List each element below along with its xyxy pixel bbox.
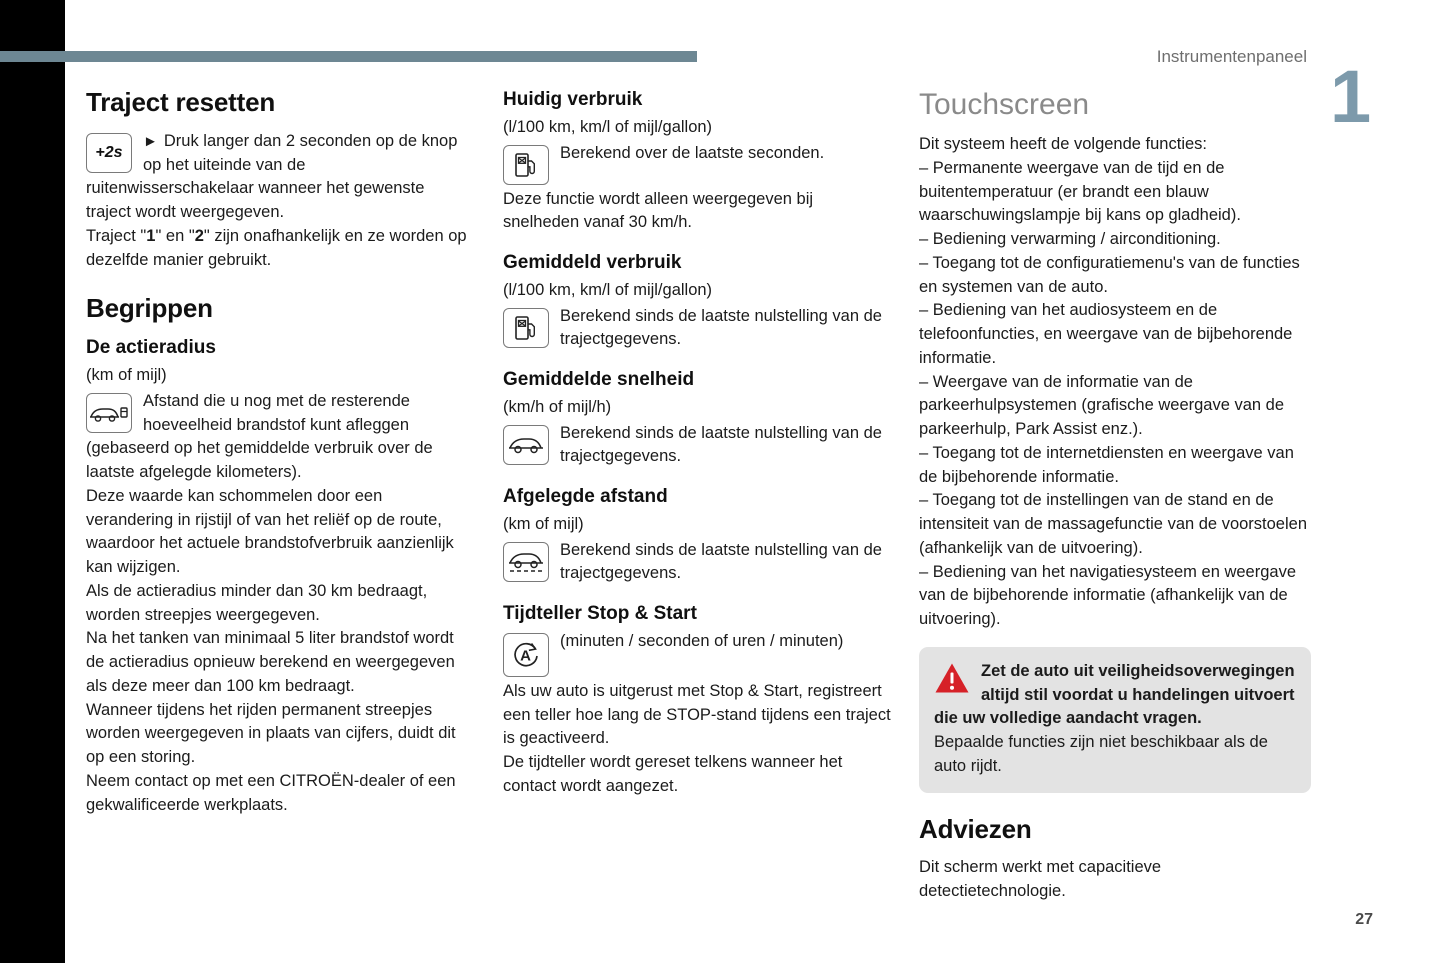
traject-reset-paragraph: [86, 130, 472, 225]
page-number: 27: [1355, 911, 1373, 928]
tijdteller-icon-paragraph: [503, 630, 891, 665]
heading-tijdteller: Tijdteller Stop & Start: [503, 603, 697, 624]
touchscreen-intro: Dit systeem heeft de volgende functies:: [919, 135, 1207, 153]
heading-touchscreen: Touchscreen: [919, 88, 1090, 121]
trip-text-post: " zijn onafhankelijk en ze worden op dezelfde manier gebruikt.: [86, 226, 467, 269]
trip-reset-button-icon: [86, 133, 132, 173]
huidig-icon-paragraph: [503, 142, 891, 166]
gemiddeld-text: Berekend sinds de laatste nulstelling van de trajectgegevens.: [560, 306, 882, 349]
afstand-units: (km of mijl): [503, 514, 584, 533]
huidig-text: Berekend over de laatste seconden.: [560, 143, 825, 162]
gemiddeld-icon-paragraph: [503, 305, 891, 353]
svg-text:A: A: [520, 647, 531, 665]
header-section-title: Instrumentenpaneel: [1156, 47, 1307, 66]
column-verbruik: [503, 88, 891, 799]
warning-normal-text: Bepaalde functies zijn niet beschikbaar als de auto rijdt.: [934, 733, 1268, 775]
touchscreen-list-item: – Bediening van het navigatiesysteem en weergave van de bijbehorende informatie (afhankelijk van de uitvoering).: [919, 562, 1296, 628]
huidig-note: Deze functie wordt alleen weergegeven bij snelheden vanaf 30 km/h.: [503, 189, 814, 232]
actieradius-p2: Deze waarde kan schommelen door een verandering in rijstijl of van het reliëf op de route, waardoor het actuele brandstofverbruik aanzienlijk kan wijzigen.: [86, 486, 454, 577]
trip-number-2: 2: [194, 226, 204, 245]
warning-triangle-icon: [934, 662, 970, 702]
actieradius-p1: Afstand die u nog met de resterende hoeveelheid brandstof kunt afleggen (gebaseerd op het gemiddelde verbruik over de laatste afgelegde kilometers).: [86, 391, 433, 482]
warning-bold-text: Zet de auto uit veiligheidsoverwegingen altijd stil voordat u handelingen uitvoert die uw volledige aandacht vragen.: [934, 661, 1295, 728]
car-distance-icon: [503, 542, 549, 582]
fuel-pump-icon: [503, 145, 549, 185]
snelheid-icon-paragraph: [503, 422, 891, 470]
heading-actieradius: De actieradius: [86, 337, 216, 359]
heading-gemiddelde-snelheid: Gemiddelde snelheid: [503, 369, 695, 390]
heading-begrippen: Begrippen: [86, 293, 213, 324]
touchscreen-list-item: – Toegang tot de internetdiensten en weergave van de bijbehorende informatie.: [919, 443, 1294, 486]
trip-number-1: 1: [146, 226, 156, 245]
column-touchscreen: [919, 88, 1311, 904]
afstand-text: Berekend sinds de laatste nulstelling van de trajectgegevens.: [560, 540, 882, 583]
actieradius-paragraph: [86, 390, 472, 485]
left-edge-bar: [0, 0, 65, 963]
pointer-arrow-icon: ►: [143, 132, 158, 150]
actieradius-units: (km of mijl): [86, 366, 167, 385]
traject-independent-text: [86, 225, 472, 273]
column-traject: [86, 88, 472, 817]
snelheid-text: Berekend sinds de laatste nulstelling van de trajectgegevens.: [560, 423, 882, 466]
tijdteller-units: (minuten / seconden of uren / minuten): [560, 631, 844, 650]
fuel-pump-icon: [503, 308, 549, 348]
range-car-fuel-pump-icon: [86, 393, 132, 433]
adviezen-text: Dit scherm werkt met capacitieve detectietechnologie.: [919, 858, 1162, 901]
header-accent-bar: [0, 51, 697, 62]
heading-traject-resetten: Traject resetten: [86, 87, 276, 117]
actieradius-p5: Wanneer tijdens het rijden permanent streepjes worden weergegeven in plaats van cijfers, duidt dit op een storing.: [86, 700, 456, 767]
stop-start-icon: [503, 633, 549, 677]
gemiddeld-units: (l/100 km, km/l of mijl/gallon): [503, 280, 713, 299]
touchscreen-list-item: – Toegang tot de configuratiemenu's van de functies en systemen van de auto.: [919, 253, 1300, 296]
touchscreen-list-item: – Bediening verwarming / airconditioning.: [919, 230, 1221, 248]
snelheid-units: (km/h of mijl/h): [503, 397, 612, 416]
touchscreen-list-item: – Weergave van de informatie van de parkeerhulpsystemen (grafische weergave van de parkeerhulp, Park Assist enz.).: [919, 372, 1285, 438]
actieradius-p6: Neem contact op met een CITROËN-dealer of een gekwalificeerde werkplaats.: [86, 771, 456, 814]
trip-text-mid: " en ": [155, 226, 195, 245]
trip-text-pre: Traject ": [86, 226, 147, 245]
traject-reset-text: Druk langer dan 2 seconden op de knop op het uiteinde van de ruitenwisserschakelaar wanneer het gewenste traject wordt weergegeven.: [86, 131, 458, 222]
chapter-number: 1: [1330, 55, 1372, 138]
heading-adviezen: Adviezen: [919, 813, 1032, 844]
actieradius-p4: Na het tanken van minimaal 5 liter brandstof wordt de actieradius opnieuw berekend en weergegeven als deze meer dan 100 km bedraagt.: [86, 629, 455, 695]
touchscreen-list-item: – Toegang tot de instellingen van de stand en de intensiteit van de massagefunctie van de voorstoelen (afhankelijk van de uitvoering).: [919, 491, 1307, 557]
actieradius-p3: Als de actieradius minder dan 30 km bedraagt, worden streepjes weergegeven.: [86, 581, 428, 624]
touchscreen-list-item: – Bediening van het audiosysteem en de telefoonfuncties, en weergave van de bijbehorende informatie.: [919, 301, 1293, 367]
touchscreen-list-item: – Permanente weergave van de tijd en de buitentemperatuur (er brandt een blauw waarschuwingslampje bij kans op gladheid).: [919, 158, 1241, 225]
heading-afgelegde-afstand: Afgelegde afstand: [503, 486, 668, 507]
huidig-units: (l/100 km, km/l of mijl/gallon): [503, 117, 713, 136]
safety-warning-box: [919, 647, 1311, 793]
trip-reset-icon-label: +2s: [95, 144, 123, 162]
afstand-icon-paragraph: [503, 539, 891, 587]
tijdteller-p2: De tijdteller wordt gereset telkens wanneer het contact wordt aangezet.: [503, 753, 843, 795]
heading-gemiddeld-verbruik: Gemiddeld verbruik: [503, 252, 682, 273]
heading-huidig-verbruik: Huidig verbruik: [503, 89, 643, 110]
tijdteller-p1: Als uw auto is uitgerust met Stop & Start, registreert een teller hoe lang de STOP-stand tijdens een traject is geactiveerd.: [503, 681, 891, 748]
car-side-icon: [503, 425, 549, 465]
